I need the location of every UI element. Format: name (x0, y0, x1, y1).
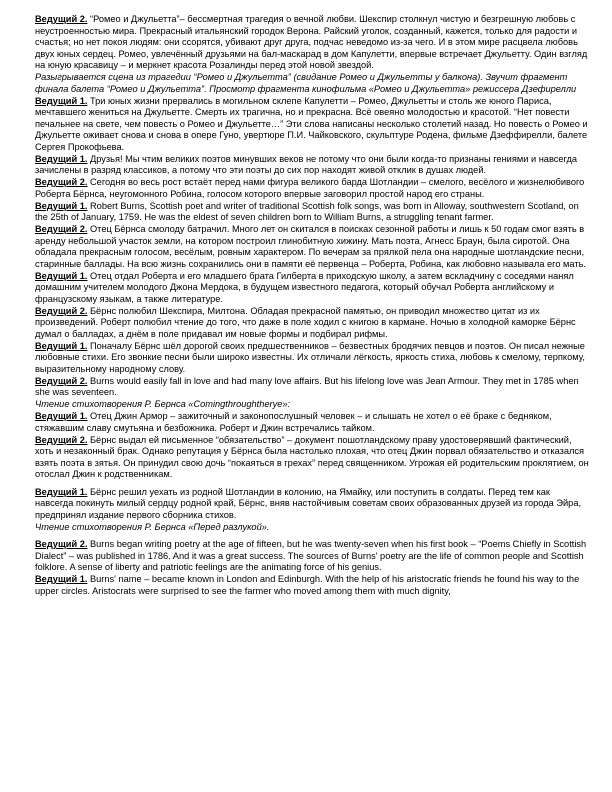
speaker-label: Ведущий 2. (35, 434, 88, 445)
dialogue-paragraph (35, 574, 590, 597)
speaker-label: Ведущий 2. (35, 539, 88, 549)
dialogue-paragraph (35, 435, 590, 481)
direction-text: Чтение стихотворения Р. Бернса «Перед разлукой». (35, 521, 270, 532)
paragraph-text: Burns began writing poetry at the age of fifteen, but he was twenty-seven when his first book – “Poems Chiefly in Scottish Dialect” – was published in 1786. And it was a great success. The sources of Burns' poetry are the life of common people and Scottish folklore. A sense of liberty and patriotic feelings are the animating force of his genius. (35, 539, 587, 572)
speaker-label: Ведущий 1. (35, 486, 88, 497)
dialogue-paragraph (35, 306, 590, 341)
speaker-label: Ведущий 2. (35, 305, 88, 316)
speaker-label: Ведущий 1. (35, 95, 88, 106)
speaker-label: Ведущий 1. (35, 200, 88, 211)
dialogue-paragraph (35, 177, 590, 200)
paragraph-text: Бёрнс выдал ей письменное “обязательство” – документ пошотландскому праву удостоверявший фактический, хоть и незаконный брак. Однако репутация у Бёрнса была настолько плохая, что отец Джин порвал обязательство и отказался взять поэта в зятья. Он принудил свою дочь “покаяться в грехах” перед священником. Угрожая ей родительским проклятием, он отослал Джин к родственникам. (35, 434, 589, 479)
speaker-label: Ведущий 1. (35, 153, 88, 164)
paragraph-text: Отец Джин Армор – зажиточный и законопослушный человек – и слышать не хотел о её браке с бедняком, стяжавшим славу смутьяна и безбожника. Роберт и Джин встречались тайком. (35, 411, 552, 433)
stage-direction (35, 72, 590, 95)
dialogue-paragraph (35, 224, 590, 270)
script-text (35, 14, 590, 597)
paragraph-text: Бёрнс полюбил Шекспира, Милтона. Обладая прекрасной памятью, он приводил множество цитат из их произведений. Роберт полюбил чтение до того, что даже в поле ходил с книгою в кармане. Ночью в холодной каморке Бёрнс думал о балладах, а днём в поле придавал им новые формы и подбирал рифмы. (35, 305, 576, 339)
paragraph-text: Burns would easily fall in love and had many love affairs. But his lifelong love was Jean Armour. They met in 1785 when she was seventeen. (35, 375, 579, 397)
speaker-label: Ведущий 1. (35, 270, 88, 281)
dialogue-paragraph (35, 376, 590, 399)
paragraph-text: “Ромео и Джульетта”– бессмертная трагедия о вечной любви. Шекспир столкнул чистую и безгрешную любовь с неустроенностью мира. Прекрасный итальянский городок Верона. Райский уголок, созданный, кажется, только для радости и счастья; но нет покоя людям: они ссорятся, убивают друг друга, подчас неведомо из-за чего. И в этом мире расцвела любовь двух юных сердец. Ромео, увлечённый друзьями на бал-маскарад в дом Капулетти, впервые встречает Джульетту. Один взгляд на юную красавицу – и меркнет красота Розалинды перед этой новой звездой. (35, 14, 588, 70)
dialogue-paragraph (35, 271, 590, 306)
dialogue-paragraph (35, 411, 590, 434)
speaker-label: Ведущий 1. (35, 574, 88, 584)
paragraph-text: Друзья! Мы чтим великих поэтов минувших веков не потому что они были когда-то признаны гениями и навсегда зачислены в разряд классиков, а потому что эти поэты до сих пор находят живой отклик в душах людей. (35, 153, 578, 175)
dialogue-paragraph (35, 154, 590, 177)
dialogue-paragraph (35, 201, 590, 224)
paragraph-text: Три юных жизни прервались в могильном склепе Капулетти – Ромео, Джульетты и столь же юного Париса, мечтавшего жениться на Джульетте. Смерть их трагична, но и прекрасна. Всё овеяно молодостью и красотой. “Нет повести печальнее на свете, чем повесть о Ромео и Джульетте…” Эти слова написаны несколько столетий назад. Но повесть о Ромео и Джульетте оживает снова и снова в опере Гуно, увертюре П.И. Чайковского, скульптуре Родена, фильме Дзеффирелли, балете Сергея Прокофьева. (35, 95, 588, 152)
speaker-label: Ведущий 2. (35, 375, 88, 386)
dialogue-paragraph (35, 96, 590, 154)
paragraph-text: Поначалу Бёрнс шёл дорогой своих предшественников – безвестных бродячих певцов и поэтов. Он писал нежные любовные стихи. Его звонкие песни были широко известны. Их отличали лёгкость, яркость стиха, любовь к смелому, терпкому, выразительному народному слову. (35, 340, 585, 374)
speaker-label: Ведущий 2. (35, 177, 88, 187)
paragraph-text: Burns' name – became known in London and Edinburgh. With the help of his aristocratic friends he found his way to the upper circles. Aristocrats were surprised to see the farmer who moved among them with much dignity, (35, 574, 580, 596)
direction-text: Чтение стихотворения Р. Бернса «Comingthroughtherye»: (35, 399, 291, 409)
dialogue-paragraph (35, 487, 590, 522)
dialogue-paragraph (35, 14, 590, 72)
stage-direction (35, 522, 590, 534)
direction-text: Разыгрывается сцена из трагедии “Ромео и Джульетта” (свидание Ромео и Джульетты у балкона). Звучит фрагмент финала балета “Ромео и Джульетта”. Просмотр фрагмента кинофильма «Ромео и Джульетта» режиссера Дзефирелли (35, 72, 577, 94)
dialogue-paragraph (35, 539, 590, 574)
speaker-label: Ведущий 1. (35, 340, 88, 351)
speaker-label: Ведущий 2. (35, 224, 88, 234)
paragraph-text: Отец Бёрнса смолоду батрачил. Много лет он скитался в поисках сезонной работы и лишь к 50 годам смог взять в аренду небольшой участок земли, на котором построил глинобитную хижину. Мать поэта, Агнесс Браун, была сиротой. Она обладала прекрасным голосом, весёлым, ровным характером. По вечерам за прялкой пела она народные шотландские песни, старинные баллады. На всю жизнь сохранились они в памяти её первенца – Роберта, Робина, как любовно называла его мать. (35, 224, 586, 269)
speaker-label: Ведущий 2. (35, 14, 88, 24)
dialogue-paragraph (35, 341, 590, 376)
stage-direction (35, 399, 590, 411)
paragraph-text: Robert Burns, Scottish poet and writer of traditional Scottish folk songs, was born in Alloway, southwestern Scotland, on the 25th of January, 1759. He was the eldest of seven children born to William Burns, a struggling tenant farmer. (35, 200, 579, 222)
paragraph-text: Отец отдал Роберта и его младшего брата Гилберта в приходскую школу, а затем вскладчину с соседями нанял домашним учителем молодого Джона Мердока, в будущем известного педагога, который обучал Роберта английскому и французскому языкам, а также литературе. (35, 270, 574, 304)
paragraph-text: Бёрнс решил уехать из родной Шотландии в колонию, на Ямайку, или поступить в солдаты. Перед тем как навсегда покинуть милый сердцу родной край, Бёрнс, вняв настойчивым советам своих образованных друзей из города Эйра, предпринял издание первого сборника стихов. (35, 486, 582, 520)
speaker-label: Ведущий 1. (35, 411, 88, 421)
paragraph-text: Сегодня во весь рост встаёт перед нами фигура великого барда Шотландии – смелого, весёлого и жизнелюбивого Роберта Бёрнса, неугомонного Робина, голосом которого впервые заговорил простой народ его страны. (35, 177, 585, 199)
